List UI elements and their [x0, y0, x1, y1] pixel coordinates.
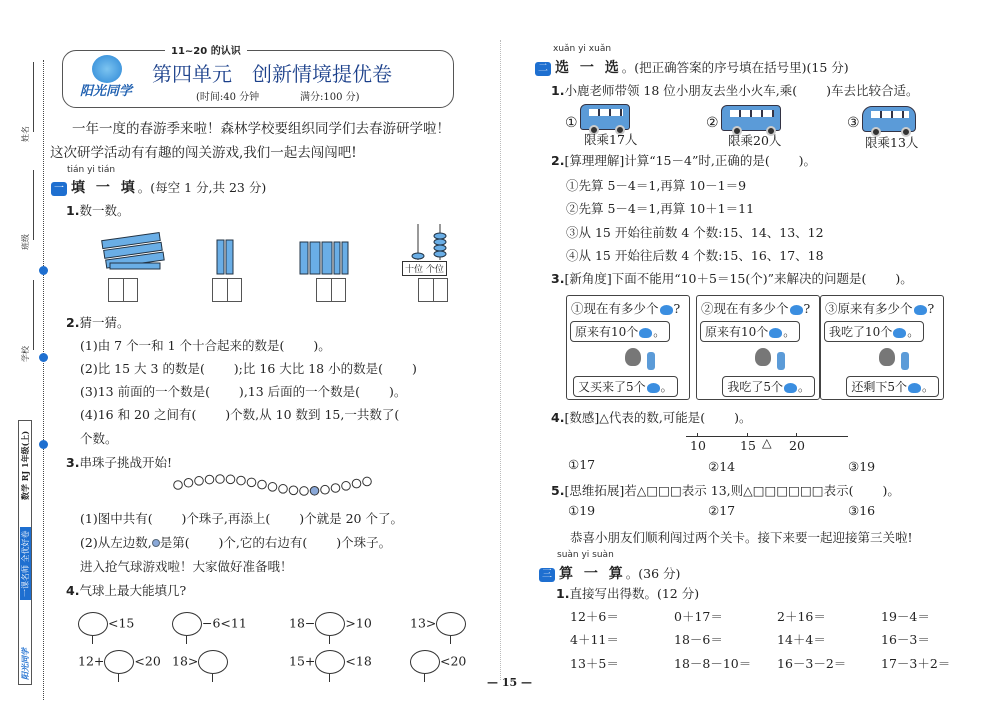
bun-icon — [784, 383, 797, 393]
question-text: 猜一猜。 — [79, 315, 130, 330]
section-title: 选 一 选 — [555, 60, 622, 76]
balloon-expression — [289, 650, 372, 674]
question-4 — [551, 408, 752, 426]
child-figure-icon — [901, 352, 909, 370]
brand-logo: 阳光同学 — [80, 84, 133, 99]
bead — [258, 480, 267, 489]
option: ②14 — [708, 459, 736, 474]
option: ③16 — [848, 503, 876, 518]
balloon-answer-field[interactable] — [104, 650, 134, 674]
question-number: 2. — [66, 315, 80, 330]
section-number-badge: 二 — [535, 62, 551, 76]
speech-bubble — [573, 376, 678, 397]
balloon-answer-field[interactable] — [315, 650, 345, 674]
section-heading — [539, 563, 680, 583]
balloon-expression — [410, 612, 466, 636]
bead — [279, 485, 288, 494]
spine-brand-logo: 阳光同学 — [20, 648, 30, 680]
question-text: 串珠子挑战开始! — [79, 455, 172, 470]
calc-problem: 18－8－10＝ — [674, 656, 752, 671]
bun-icon — [914, 305, 927, 315]
expression-prefix: 18− — [289, 615, 316, 631]
option: ②先算 5－4＝1,再算 10＋1＝11 — [566, 201, 755, 216]
abacus-image — [402, 222, 458, 264]
bus-capacity: 限乘13人 — [865, 135, 919, 150]
balloon-answer-field[interactable] — [172, 612, 202, 636]
bead — [226, 475, 235, 484]
comic-panel — [820, 295, 944, 400]
spine-series-label: 一课名师 全优好卷 — [20, 527, 31, 600]
calc-problem: 17－3＋2＝ — [881, 656, 951, 671]
cut-line — [43, 60, 44, 700]
bun-icon — [893, 328, 906, 338]
tick-label: 20 — [789, 438, 805, 453]
text: ②现在有多少个 — [701, 301, 789, 316]
text: ? — [803, 301, 811, 316]
bus-capacity: 限乘17人 — [584, 132, 638, 147]
balloon-expression — [410, 650, 466, 674]
spine-book-label: 数学 RJ 1年级(上) — [20, 430, 30, 500]
balloon-answer-field[interactable] — [410, 650, 440, 674]
intro-line: 一年一度的春游季来啦！森林学校要组织同学们去春游研学啦！ — [72, 121, 450, 137]
highlighted-bead — [310, 486, 319, 495]
bead — [289, 486, 298, 495]
tick-label: 10 — [690, 438, 706, 453]
bun-icon — [660, 305, 673, 315]
transition-text: 恭喜小朋友们顺利闯过两个关卡。接下来要一起迎接第三关啦! — [570, 530, 913, 545]
question-text: 若△□□□表示 13,则△□□□□□□表示( )。 — [624, 483, 900, 498]
balloon-expression — [172, 612, 247, 636]
bead — [331, 484, 340, 493]
raccoon-icon — [755, 348, 771, 366]
calc-problem: 16－3＝ — [881, 632, 930, 647]
bead — [247, 478, 256, 487]
question-tag: [算理理解] — [564, 153, 625, 168]
balloon-expression — [172, 650, 228, 674]
name-label: 姓名 — [21, 126, 30, 142]
tick — [796, 433, 797, 437]
question-2 — [66, 313, 129, 331]
expression-suffix: −6<11 — [202, 615, 247, 631]
bus-image — [721, 105, 781, 131]
stick-bundles-image — [298, 236, 354, 278]
section-pinyin: xuǎn yi xuǎn — [553, 44, 612, 54]
raccoon-icon — [879, 348, 895, 366]
bun-icon — [647, 383, 660, 393]
bus-image — [862, 106, 916, 132]
tick — [697, 433, 698, 437]
section-note: 。(每空 1 分,共 23 分) — [137, 180, 267, 195]
bead — [342, 482, 351, 491]
calc-problem: 12＋6＝ — [570, 609, 619, 624]
text: 原来有10个 — [575, 325, 639, 339]
highlighted-bead-icon — [152, 539, 160, 547]
child-figure-icon — [647, 352, 655, 370]
balloon-answer-field[interactable] — [198, 650, 228, 674]
expression-suffix: <20 — [440, 653, 467, 669]
text: 我吃了5个 — [727, 380, 783, 394]
class-label: 班级 — [21, 234, 30, 250]
answer-box[interactable] — [316, 278, 346, 302]
question-text: 小鹿老师带领 18 位小朋友去坐小火车,乘( )车去比较合适。 — [564, 83, 919, 98]
tick-label: 15 — [740, 438, 756, 453]
bundled-sticks-image — [98, 225, 170, 275]
intro-line: 这次研学活动有有趣的闯关游戏,我们一起去闯闯吧! — [50, 145, 357, 161]
child-figure-icon — [777, 352, 785, 370]
text: ? — [673, 301, 681, 316]
expression-suffix: <20 — [134, 653, 161, 669]
speech-bubble — [824, 321, 924, 342]
bead — [205, 475, 214, 484]
balloon-answer-field[interactable] — [436, 612, 466, 636]
bus-option-number: ③ — [847, 115, 860, 131]
section-note: 。(36 分) — [625, 566, 681, 581]
bead — [268, 483, 277, 492]
answer-box[interactable] — [108, 278, 138, 302]
section-pinyin: suàn yi suàn — [557, 550, 614, 560]
abacus-place-label: 十位 个位 — [402, 261, 447, 276]
bead — [363, 477, 372, 486]
bun-icon — [639, 328, 652, 338]
question-3 — [551, 269, 913, 287]
option: ①先算 5－4＝1,再算 10－1＝9 — [566, 178, 747, 193]
option: ①17 — [568, 457, 596, 472]
answer-box[interactable] — [212, 278, 242, 302]
bun-icon — [908, 383, 921, 393]
text: (2)从左边数, — [80, 535, 152, 550]
balloon-answer-field[interactable] — [78, 612, 108, 636]
sub-question: (1)图中共有( )个珠子,再添上( )个就是 20 个了。 — [80, 511, 403, 526]
calc-problem: 2＋16＝ — [777, 609, 826, 624]
text: 。 — [797, 380, 810, 394]
time-limit: (时间:40 分钟 — [196, 92, 260, 103]
question-number: 3. — [551, 271, 565, 286]
option: ②17 — [708, 503, 736, 518]
sub-question: (1)由 7 个一和 1 个十合起来的数是( )。 — [80, 338, 331, 353]
bun-icon — [790, 305, 803, 315]
question-4 — [66, 581, 186, 599]
bead — [184, 478, 193, 487]
question-text: 直接写出得数。(12 分) — [569, 586, 700, 601]
text: ①现在有多少个 — [571, 301, 659, 316]
page-title: 第四单元 创新情境提优卷 — [152, 62, 392, 86]
speech-bubble — [700, 321, 800, 342]
section-title: 算 一 算 — [559, 566, 626, 582]
bus-capacity: 限乘20人 — [728, 133, 782, 148]
text: 我吃了10个 — [829, 325, 893, 339]
balloon-expression — [289, 612, 372, 636]
question-number: 5. — [551, 483, 565, 498]
bus-option-number: ② — [706, 115, 719, 131]
section-pinyin: tián yi tián — [67, 165, 116, 175]
school-label: 学校 — [21, 346, 30, 362]
speech-bubble — [846, 376, 939, 397]
text: 。 — [653, 325, 666, 339]
expression-suffix: <18 — [345, 653, 372, 669]
sticks-image — [215, 238, 237, 278]
text: 是第( )个,它的右边有( )个珠子。 — [159, 535, 392, 550]
speech-bubble — [722, 376, 815, 397]
bead — [321, 485, 330, 494]
panel-question — [701, 299, 810, 317]
option: ③19 — [848, 459, 876, 474]
question-number: 1. — [66, 203, 80, 218]
calc-problem: 19－4＝ — [881, 609, 930, 624]
bead — [300, 487, 309, 496]
expression-suffix: <15 — [108, 615, 135, 631]
question-number: 2. — [551, 153, 565, 168]
answer-box[interactable] — [418, 278, 448, 302]
balloon-answer-field[interactable] — [315, 612, 345, 636]
section-note: 。(把正确答案的序号填在括号里)(15 分) — [621, 60, 849, 75]
bead — [195, 477, 204, 486]
question-text: 数一数。 — [79, 203, 130, 218]
bead — [174, 481, 183, 490]
bun-icon — [769, 328, 782, 338]
text: 。 — [921, 380, 934, 394]
bus-image — [580, 104, 630, 130]
speech-bubble — [570, 321, 670, 342]
question-number: 4. — [551, 410, 565, 425]
calc-problem: 14＋4＝ — [777, 632, 826, 647]
class-field-line — [33, 170, 34, 240]
question-text: 气球上最大能填几? — [79, 583, 187, 598]
bus-option-number: ① — [565, 115, 578, 131]
triangle-marker: △ — [762, 435, 772, 450]
question-3 — [66, 453, 172, 471]
question-tag: [新角度] — [564, 271, 612, 286]
option: ③从 15 开始往前数 4 个数:15、14、13、12 — [566, 225, 824, 240]
expression-prefix: 12+ — [78, 653, 105, 669]
text: 。 — [907, 325, 920, 339]
question-text: △代表的数,可能是( )。 — [599, 410, 752, 425]
bead — [216, 475, 225, 484]
expression-prefix: 18> — [172, 653, 199, 669]
sub-question: (3)13 前面的一个数是( ),13 后面的一个数是( )。 — [80, 384, 407, 399]
spine-dot — [39, 266, 48, 275]
question-2 — [551, 151, 816, 169]
spine-dot — [39, 440, 48, 449]
bead — [237, 476, 246, 485]
panel-question — [571, 299, 680, 317]
page-divider — [500, 40, 501, 680]
expression-prefix: 15+ — [289, 653, 316, 669]
question-number: 4. — [66, 583, 80, 598]
comic-panel — [566, 295, 690, 400]
text: ? — [927, 301, 935, 316]
question-number: 3. — [66, 455, 80, 470]
calc-problem: 0＋17＝ — [674, 609, 723, 624]
question-1 — [66, 201, 129, 219]
comic-panel — [696, 295, 820, 400]
expression-suffix: >10 — [345, 615, 372, 631]
text: 原来有10个 — [705, 325, 769, 339]
bead-string — [170, 472, 380, 498]
spine-dot — [39, 353, 48, 362]
unit-topic: 11~20 的认识 — [165, 42, 247, 57]
option: ④从 15 开始往后数 4 个数:15、16、17、18 — [566, 248, 824, 263]
sun-logo-icon — [92, 55, 122, 83]
page-number: — 15 — — [487, 676, 532, 689]
raccoon-icon — [625, 348, 641, 366]
sub-question: (2)比 15 大 3 的数是( );比 16 大比 18 小的数是( ) — [80, 361, 417, 376]
school-field-line — [33, 280, 34, 350]
question-tag: [数感] — [564, 410, 600, 425]
balloon-expression — [78, 650, 161, 674]
bead — [352, 479, 361, 488]
panel-question — [825, 299, 934, 317]
question-text: 计算“15－4”时,正确的是( )。 — [624, 153, 817, 168]
text: 。 — [660, 380, 673, 394]
question-number: 1. — [551, 83, 565, 98]
text: 还剩下5个 — [851, 380, 907, 394]
transition-text: 进入抢气球游戏啦！大家做好准备哦！ — [80, 559, 293, 574]
question-tag: [思维拓展] — [564, 483, 625, 498]
calc-problem: 13＋5＝ — [570, 656, 619, 671]
text: ③原来有多少个 — [825, 301, 913, 316]
sub-question — [80, 533, 391, 551]
question-text: 下面不能用“10＋5＝15(个)”来解决的问题是( )。 — [611, 271, 913, 286]
option: ①19 — [568, 503, 596, 518]
section-title: 填 一 填 — [71, 180, 138, 196]
question-1 — [551, 81, 919, 99]
expression-prefix: 13> — [410, 615, 437, 631]
tick — [747, 433, 748, 437]
sub-question: 个数。 — [80, 431, 118, 446]
sub-question: (4)16 和 20 之间有( )个数,从 10 数到 15,一共数了( — [80, 407, 400, 422]
section-number-badge: 一 — [51, 182, 67, 196]
text: 。 — [783, 325, 796, 339]
section-heading — [535, 57, 849, 77]
question-1 — [556, 584, 699, 602]
calc-problem: 16－3－2＝ — [777, 656, 847, 671]
calc-problem: 18－6＝ — [674, 632, 723, 647]
section-number-badge: 三 — [539, 568, 555, 582]
question-number: 1. — [556, 586, 570, 601]
question-5 — [551, 481, 900, 499]
section-heading — [51, 177, 266, 197]
name-field-line — [33, 62, 34, 132]
calc-problem: 4＋11＝ — [570, 632, 619, 647]
balloon-expression — [78, 612, 134, 636]
text: 又买来了5个 — [578, 380, 646, 394]
full-score: 满分:100 分) — [300, 92, 360, 103]
